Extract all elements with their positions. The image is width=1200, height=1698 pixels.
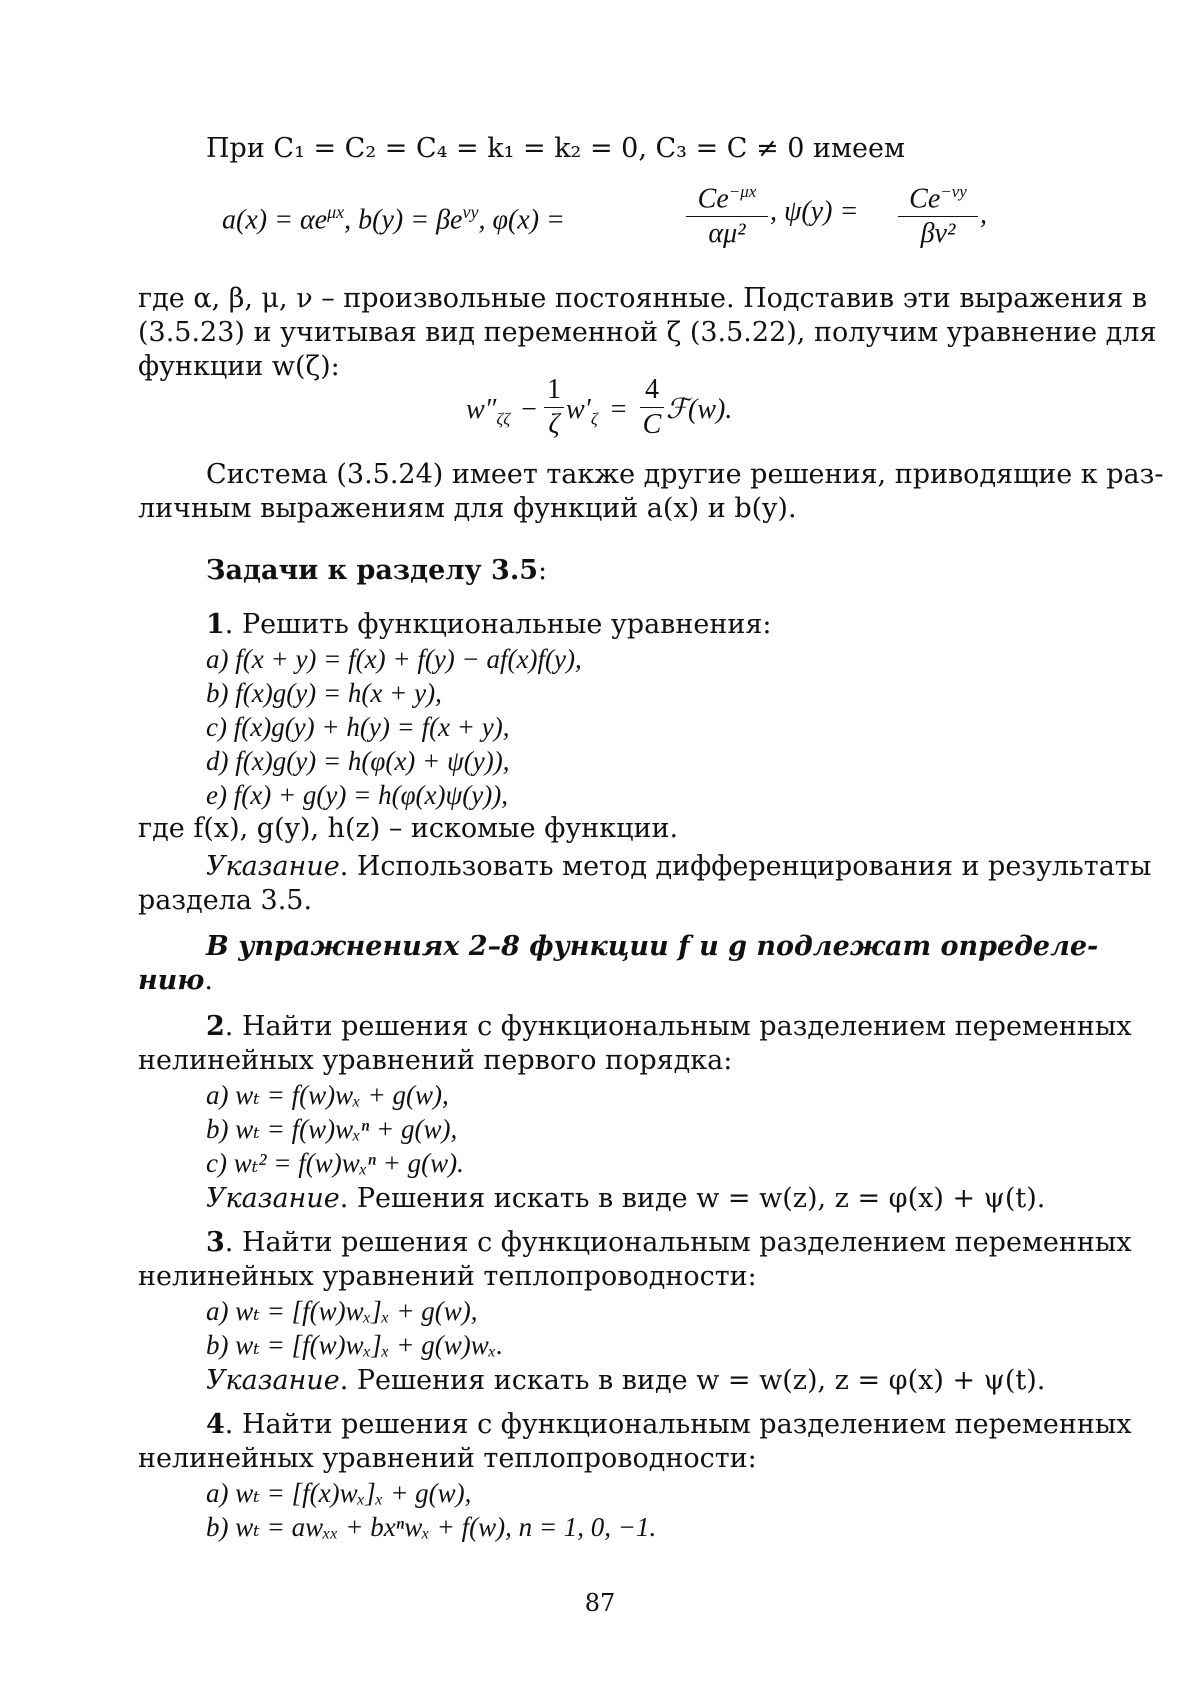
fraction-four-over-c: 4 C — [640, 374, 664, 441]
problem-3-cont: нелинейных уравнений теплопроводности: — [138, 1261, 757, 1292]
text-line: где α, β, μ, ν – произвольные постоянные. Подставив эти выражения в — [138, 283, 1148, 314]
formula-comma: , — [980, 199, 987, 230]
formula-psi: , ψ(y) = — [770, 196, 859, 227]
fraction-psi: $Ce^{-\nu y}$ βν² — [898, 176, 978, 250]
fraction-one-over-zeta: 1 ζ — [544, 374, 564, 441]
problem-1-where: где f(x), g(y), h(z) – искомые функции. — [138, 813, 679, 844]
equation-right: ℱ(w). — [666, 394, 733, 425]
problem-1b: b) f(x)g(y) = h(x + y), — [206, 678, 442, 708]
page-number: 87 — [584, 1589, 616, 1617]
problem-1e: e) f(x) + g(y) = h(φ(x)ψ(y)), — [206, 780, 508, 810]
exercise-note: В упражнениях 2–8 функции f и g подлежат определе- — [206, 931, 1099, 962]
section-title: Задачи к разделу 3.5: — [206, 555, 548, 586]
problem-2c: c) wₜ² = f(w)wₓⁿ + g(w). — [206, 1148, 464, 1178]
problem-3b: b) wₜ = [f(w)wₓ]ₓ + g(w)wₓ. — [206, 1330, 504, 1360]
exercise-note-cont: нию. — [138, 965, 213, 996]
problem-1-hint-cont: раздела 3.5. — [138, 885, 313, 916]
problem-4b: b) wₜ = awₓₓ + bxⁿwₓ + f(w), n = 1, 0, −1. — [206, 1512, 657, 1542]
problem-4-cont: нелинейных уравнений теплопроводности: — [138, 1443, 757, 1474]
text-line: (3.5.23) и учитывая вид переменной ζ (3.5.22), получим уравнение для — [138, 317, 1157, 348]
problem-2a: a) wₜ = f(w)wₓ + g(w), — [206, 1080, 449, 1110]
problem-4: 4. Найти решения с функциональным разделением переменных — [206, 1409, 1132, 1440]
fraction-phi: $Ce^{-\mu x}$ αμ² — [686, 176, 768, 250]
problem-1d: d) f(x)g(y) = h(φ(x) + ψ(y)), — [206, 746, 510, 776]
text-line: функции w(ζ): — [138, 351, 340, 382]
intro-condition: При C₁ = C₂ = C₄ = k₁ = k₂ = 0, C₃ = C ≠ 0 имеем — [206, 133, 905, 164]
problem-4a: a) wₜ = [f(x)wₓ]ₓ + g(w), — [206, 1478, 472, 1508]
problem-3a: a) wₜ = [f(w)wₓ]ₓ + g(w), — [206, 1296, 478, 1326]
problem-1a: a) f(x + y) = f(x) + f(y) − af(x)f(y), — [206, 644, 582, 674]
text-line: личным выражениям для функций a(x) и b(y). — [138, 493, 797, 524]
problem-2-hint: Указание. Решения искать в виде w = w(z), z = φ(x) + ψ(t). — [206, 1183, 1046, 1214]
formula-a: $a(x) = \alpha e^{\mu x}$, $b(y) = \beta e^{\nu y}$, φ(x) = — [222, 202, 565, 236]
equation-left: $w''_{\zeta\zeta}$ − — [466, 394, 537, 429]
equation-mid: $w'_\zeta$ = — [566, 394, 627, 429]
problem-1: 1. Решить функциональные уравнения: — [206, 609, 772, 640]
problem-3-hint: Указание. Решения искать в виде w = w(z), z = φ(x) + ψ(t). — [206, 1365, 1046, 1396]
problem-2: 2. Найти решения с функциональным разделением переменных — [206, 1011, 1132, 1042]
problem-1-hint: Указание. Использовать метод дифференцирования и результаты — [206, 851, 1152, 882]
problem-2-cont: нелинейных уравнений первого порядка: — [138, 1045, 733, 1076]
problem-1c: c) f(x)g(y) + h(y) = f(x + y), — [206, 712, 510, 742]
problem-2b: b) wₜ = f(w)wₓⁿ + g(w), — [206, 1114, 458, 1144]
text-line — [206, 132, 905, 166]
problem-3: 3. Найти решения с функциональным разделением переменных — [206, 1227, 1132, 1258]
text-line: Система (3.5.24) имеет также другие решения, приводящие к раз- — [206, 459, 1164, 490]
